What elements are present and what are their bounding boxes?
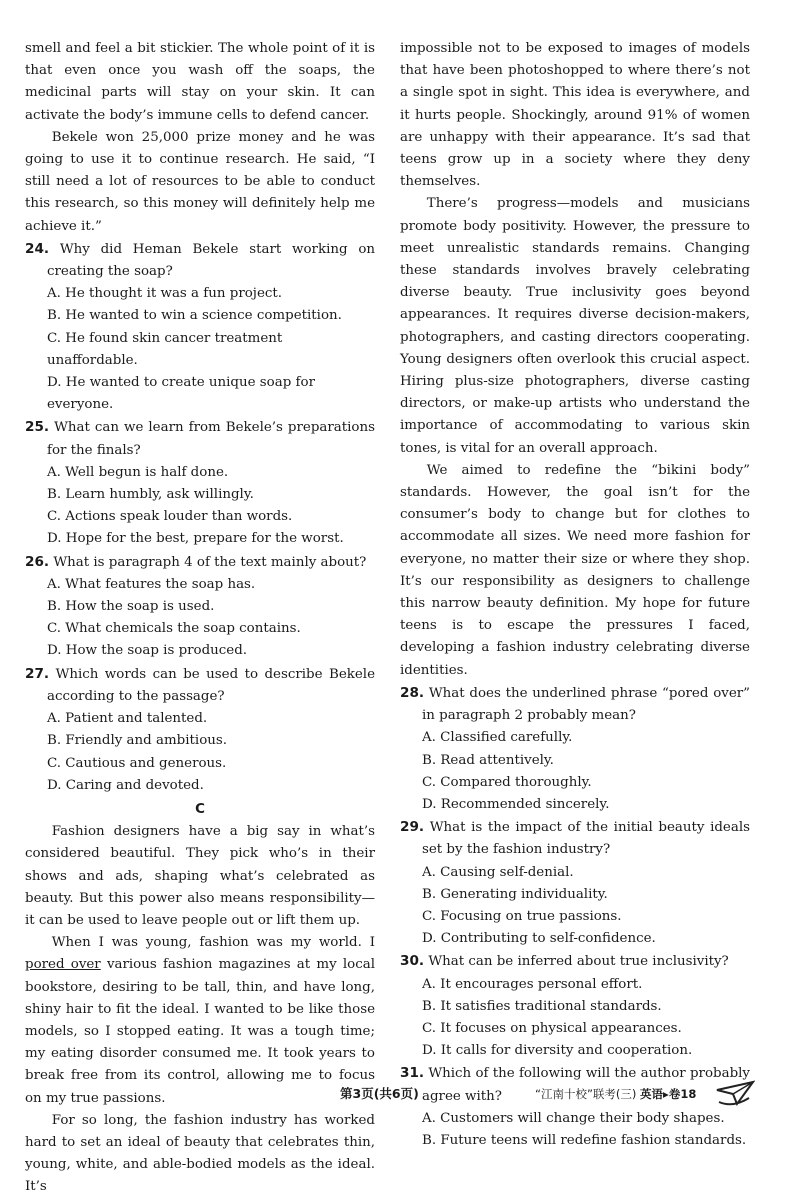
option: A. What features the soap has. [47, 576, 256, 592]
passage-paragraph: For so long, the fashion industry has worked hard to set an ideal of beauty that celebrates thin, young, white, and able-bodied models as the ideal. It’s [25, 1112, 375, 1195]
question-stem: Why did Heman Bekele start working on creating the soap? [47, 241, 375, 280]
subject-label: 英语 [640, 1087, 664, 1101]
question-number: 31. [400, 1065, 425, 1082]
option: D. Recommended sincerely. [422, 796, 610, 812]
option: A. It encourages personal effort. [422, 976, 643, 992]
option: A. Patient and talented. [47, 711, 208, 727]
passage-paragraph: impossible not to be exposed to images of models that have been photoshopped to where there’s not a single spot in sight. This idea is everywhere, and it hurts people. Shockingly, around 91% of women are unhappy with their appearance. It’s sad that teens grow up in a society where they deny themselves. [400, 41, 750, 190]
question-number: 28. [400, 684, 425, 701]
question-stem: What is paragraph 4 of the text mainly about? [53, 554, 367, 570]
question-29 [400, 816, 750, 950]
question-25 [25, 416, 375, 550]
question-number: 25. [25, 419, 50, 436]
option: A. He thought it was a fun project. [47, 286, 283, 302]
question-number: 24. [25, 240, 50, 257]
option: C. Compared thoroughly. [422, 774, 592, 790]
question-27 [25, 663, 375, 797]
question-stem: Which of the following will the author probably agree with? [422, 1066, 750, 1104]
option: A. Classified carefully. [422, 730, 573, 746]
question-stem: What can be inferred about true inclusivity? [428, 954, 729, 970]
option: B. Friendly and ambitious. [47, 733, 228, 749]
passage-paragraph: There’s progress—models and musicians promote body positivity. However, the pressure to meet unrealistic standards remains. Changing these standards involves bravely celebrating diverse beauty. True inclusivity goes beyond appearances. It requires diverse decision-makers, photographers, and casting directors cooperating. Young designers often overlook this crucial aspect. Hiring plus-size photographers, diverse casting directors, or make-up artists who understand the importance of accommodating to various skin tones, is vital for an overall approach. [400, 196, 750, 456]
section-heading: C [195, 801, 205, 817]
option: D. It calls for diversity and cooperation. [422, 1043, 693, 1059]
option: B. He wanted to win a science competition. [47, 308, 342, 324]
option: D. How the soap is produced. [47, 643, 248, 659]
question-stem: What does the underlined phrase “pored over” in paragraph 2 probably mean? [422, 685, 750, 724]
question-number: 29. [400, 819, 425, 836]
option: B. How the soap is used. [47, 599, 215, 615]
right-column [400, 38, 750, 1152]
paper-code: 卷18 [668, 1087, 697, 1101]
option: C. He found skin cancer treatment unaffordable. [47, 330, 283, 368]
exam-name: “江南十校”联考(三) [535, 1087, 637, 1101]
underlined-phrase: pored over [25, 957, 101, 973]
option: A. Customers will change their body shapes. [422, 1110, 725, 1126]
paper-plane-icon [715, 1078, 755, 1108]
question-24 [25, 238, 375, 417]
passage-paragraph: Fashion designers have a big say in what’s considered beautiful. They pick who’s in their shows and ads, shaping what’s celebrated as beauty. But this power also means responsibility—it can be used to leave people out or lift them up. [25, 824, 375, 928]
arrow-icon: ▸ [663, 1087, 669, 1101]
option: B. Future teens will redefine fashion standards. [422, 1132, 747, 1148]
question-26 [25, 551, 375, 663]
option: D. Contributing to self-confidence. [422, 931, 656, 947]
option: B. It satisfies traditional standards. [422, 998, 662, 1014]
passage-paragraph: Bekele won 25,000 prize money and he was going to use it to continue research. He said, “I still need a lot of resources to be able to conduct this research, so this money will definitely help me achieve it.” [25, 129, 375, 234]
question-number: 30. [400, 953, 425, 970]
question-30 [400, 950, 750, 1062]
passage-paragraph: When I was young, fashion was my world. I pored over various fashion magazines at my local bookstore, desiring to be tall, thin, and have long, shiny hair to fit the ideal. I wanted to be like those models, so I stopped eating. It was a tough time; my eating disorder consumed me. It took years to break free from its control, allowing me to focus on my true passions. [25, 935, 375, 1106]
question-stem: What is the impact of the initial beauty ideals set by the fashion industry? [422, 820, 750, 858]
option: C. Cautious and generous. [47, 755, 227, 771]
passage-paragraph: We aimed to redefine the “bikini body” standards. However, the goal isn’t for the consumer’s body to change but for clothes to accommodate all sizes. We need more fashion for everyone, no matter their size or where they shop. It’s our responsibility as designers to challenge this narrow beauty definition. My hope for future teens is to escape the pressures I faced, developing a fashion industry celebrating diverse identities. [400, 462, 750, 678]
option: C. It focuses on physical appearances. [422, 1020, 682, 1036]
passage-paragraph: smell and feel a bit stickier. The whole point of it is that even once you wash off the soaps, the medicinal parts will stay on your skin. It can activate the body’s immune cells to defend cancer. [25, 41, 375, 123]
option: B. Read attentively. [422, 752, 554, 768]
option: D. He wanted to create unique soap for everyone. [47, 375, 315, 413]
option: D. Hope for the best, prepare for the worst. [47, 531, 344, 547]
exam-tag [535, 1086, 696, 1102]
question-number: 27. [25, 665, 50, 682]
option: A. Well begun is half done. [47, 464, 229, 480]
question-28 [400, 682, 750, 816]
question-stem: What can we learn from Bekele’s preparations for the finals? [47, 420, 375, 458]
option: A. Causing self-denial. [422, 864, 574, 880]
option: B. Learn humbly, ask willingly. [47, 487, 254, 503]
left-column [25, 38, 375, 1199]
option: C. What chemicals the soap contains. [47, 621, 301, 637]
option: B. Generating individuality. [422, 886, 608, 902]
option: C. Actions speak louder than words. [47, 509, 293, 525]
question-stem: Which words can be used to describe Bekele according to the passage? [47, 666, 375, 704]
page-footer [0, 1078, 800, 1108]
question-number: 26. [25, 553, 50, 570]
option: D. Caring and devoted. [47, 777, 204, 793]
option: C. Focusing on true passions. [422, 908, 622, 924]
page-number: 第3页(共6页) [340, 1086, 419, 1101]
